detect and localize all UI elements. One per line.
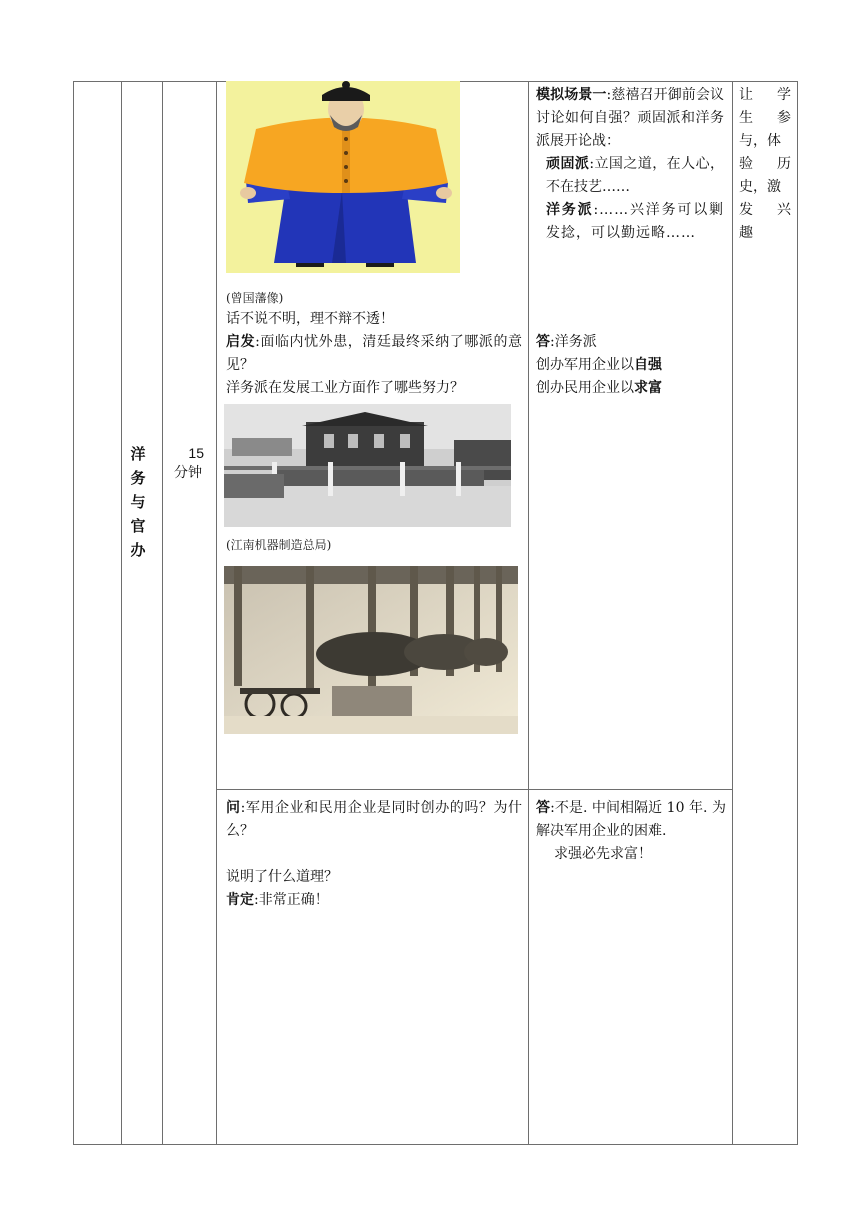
teacher-kending: [226, 889, 522, 912]
civil-line: [536, 377, 724, 400]
section-title: 洋务与官办: [130, 445, 146, 559]
answer2-label: 答: [536, 800, 551, 816]
wen-label: 问: [226, 800, 241, 816]
teacher-wen: [226, 797, 522, 843]
jiangnan-arsenal-photo: [224, 404, 511, 527]
yangwu-text: :……兴洋务可以剿发捻，可以勤远略……: [546, 202, 725, 241]
student-answer-2: [536, 797, 726, 866]
purpose-char: 学: [777, 87, 791, 103]
purpose-char: 与，体: [739, 133, 781, 149]
portrait-illustration: [226, 81, 460, 273]
design-purpose: [739, 84, 791, 245]
yangwu-label: 洋务派: [546, 202, 594, 218]
blank-line: [226, 843, 522, 866]
military-prefix: 创办军用企业以: [536, 357, 634, 373]
teacher-line-1: 话不说不明，理不辩不透！: [226, 311, 394, 327]
purpose-row: [739, 130, 791, 153]
col-divider-5: [732, 81, 733, 1145]
student-text-block-1: [536, 84, 724, 245]
purpose-row: [739, 84, 791, 107]
scene-text: :慈禧召开御前会议讨论如何自强？顽固派和洋务派展开论战：: [536, 87, 725, 149]
teacher-explain: 说明了什么道理？: [226, 869, 338, 885]
purpose-char: 兴: [777, 202, 791, 218]
answer1-line: [536, 331, 724, 354]
time-minutes: 15: [188, 445, 204, 461]
military-line: [536, 354, 724, 377]
purpose-char: 参: [777, 110, 791, 126]
kending-label: 肯定: [226, 892, 254, 908]
answer2-text: :不是. 中间相隔近 10 年. 为解决军用企业的困难.: [536, 800, 727, 839]
purpose-char: 历: [777, 156, 791, 172]
col-divider-3: [216, 81, 217, 1145]
qifa-label: 启发: [226, 334, 256, 350]
purpose-char: 发: [739, 202, 753, 218]
civil-bold: 求富: [634, 380, 662, 396]
col-divider-2: [162, 81, 163, 1145]
teacher-question-2: 洋务派在发展工业方面作了哪些努力？: [226, 380, 464, 396]
answer1-label: 答: [536, 334, 550, 350]
arsenal-caption: (江南机器制造总局): [226, 538, 332, 552]
purpose-char: 史，激: [739, 179, 781, 195]
wangu-label: 顽固派: [546, 156, 590, 172]
purpose-row: [739, 107, 791, 130]
factory-photo-illustration: [224, 566, 518, 734]
qifa-text: :面临内忧外患，清廷最终采纳了哪派的意见？: [226, 334, 523, 373]
civil-prefix: 创办民用企业以: [536, 380, 634, 396]
table-bottom-border: [73, 1144, 798, 1145]
purpose-char: 生: [739, 110, 753, 126]
table-left-border: [73, 81, 74, 1145]
answer1-text: :洋务派: [550, 334, 597, 350]
factory-interior-photo: [224, 566, 518, 734]
kending-text: :非常正确！: [254, 892, 329, 908]
time-unit: 分钟: [174, 465, 202, 481]
scene-label: 模拟场景一: [536, 87, 607, 103]
answer2-conclusion: 求强必先求富！: [554, 846, 652, 862]
purpose-row: [739, 153, 791, 176]
table-right-border: [797, 81, 798, 1145]
purpose-row: [739, 199, 791, 222]
wen-text: :军用企业和民用企业是同时创办的吗？为什么？: [226, 800, 523, 839]
teacher-text-block-2: [226, 797, 522, 912]
col-divider-1: [121, 81, 122, 1145]
student-answer-1: [536, 331, 724, 400]
teacher-qifa: [226, 331, 522, 377]
purpose-char: 验: [739, 156, 753, 172]
teacher-text-block-1: [226, 308, 522, 400]
purpose-row: [739, 222, 791, 245]
wangu-text: :立国之道，在人心，不在技艺……: [546, 156, 725, 195]
zeng-guofan-portrait: [226, 81, 460, 273]
answer2-line: [536, 797, 726, 843]
time-allotment: [166, 443, 210, 483]
purpose-char: 趣: [739, 225, 753, 241]
arsenal-photo-illustration: [224, 404, 511, 527]
row-divider: [216, 789, 732, 790]
col-divider-4: [528, 81, 529, 1145]
scene-paragraph: [536, 84, 724, 153]
military-bold: 自强: [634, 357, 662, 373]
yangwu-paragraph: [536, 199, 724, 245]
purpose-row: [739, 176, 791, 199]
portrait-caption: (曾国藩像): [226, 291, 284, 305]
wangu-paragraph: [536, 153, 724, 199]
purpose-char: 让: [739, 87, 753, 103]
